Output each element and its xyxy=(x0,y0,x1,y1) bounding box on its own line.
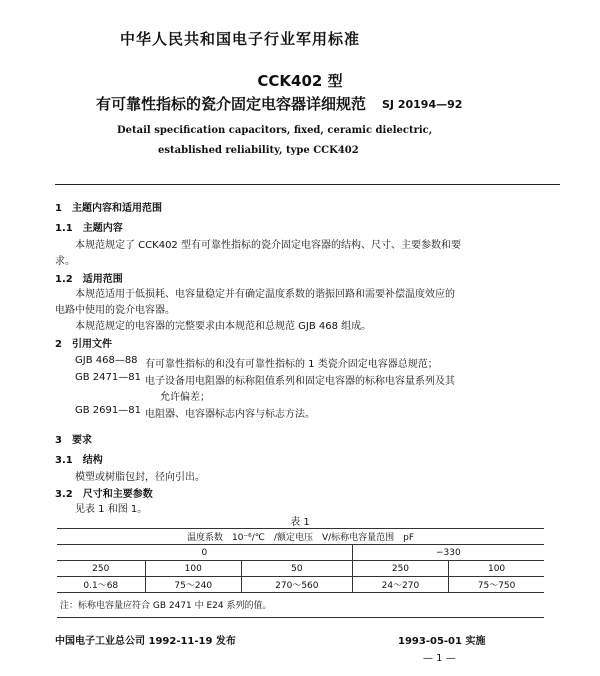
table-caption: 表 1 xyxy=(290,517,310,528)
section-1-heading: 1 主题内容和适用范围 xyxy=(55,203,162,214)
reference-title: 有可靠性指标的和没有可靠性指标的 1 类瓷介固定电容器总规范； xyxy=(145,359,438,370)
reference-title: 电子设备用电阻器的标称阻值系列和固定电容器的标称电容量系列及其 xyxy=(145,376,455,387)
title-main: 有可靠性指标的瓷介固定电容器详细规范 xyxy=(96,95,367,113)
reference-code: GB 2691—81 xyxy=(75,405,141,416)
paragraph: 本规范规定的电容器的完整要求由本规范和总规范 GJB 468 组成。 xyxy=(75,321,372,332)
table-cell: 75～240 xyxy=(145,577,241,593)
parameter-table xyxy=(57,528,544,593)
table-cell: 0 xyxy=(57,545,352,561)
reference-code: GB 2471—81 xyxy=(75,372,141,383)
section-1-2-heading: 1.2 适用范围 xyxy=(55,274,123,285)
reference-title: 电阻器、电容器标志内容与标志方法。 xyxy=(145,409,315,420)
table-header: 温度系数 10⁻⁶/℃ /额定电压 V/标称电容量范围 pF xyxy=(57,529,544,545)
table-cell: 100 xyxy=(145,561,241,577)
english-title-line2: established reliability, type CCK402 xyxy=(158,145,359,156)
table-cell: 270～560 xyxy=(241,577,352,593)
table-note: 注：标称电容量应符合 GB 2471 中 E24 系列的值。 xyxy=(60,601,272,611)
table-cell: 250 xyxy=(57,561,145,577)
table-cell: 75～750 xyxy=(449,577,544,593)
table-cell: −330 xyxy=(352,545,544,561)
paragraph: 本规范规定了 CCK402 型有可靠性指标的瓷介固定电容器的结构、尺寸、主要参数和要 xyxy=(75,240,461,251)
paragraph: 本规范适用于低损耗、电容量稳定并有确定温度系数的谐振回路和需要补偿温度效应的 xyxy=(75,289,455,300)
table-row xyxy=(57,545,544,561)
reference-code: GJB 468—88 xyxy=(75,355,138,366)
table-cell: 100 xyxy=(449,561,544,577)
paragraph: 模塑或树脂包封，径向引出。 xyxy=(75,472,205,483)
section-3-heading: 3 要求 xyxy=(55,435,92,446)
standard-code: SJ 20194—92 xyxy=(382,98,463,111)
section-2-heading: 2 引用文件 xyxy=(55,339,112,350)
section-1-1-heading: 1.1 主题内容 xyxy=(55,223,123,234)
reference-title: 允许偏差； xyxy=(160,392,210,403)
table-cell: 24～270 xyxy=(352,577,448,593)
section-3-1-heading: 3.1 结构 xyxy=(55,455,103,466)
title-model: CCK402 型 xyxy=(257,72,343,90)
title-divider xyxy=(55,184,560,185)
section-3-2-heading: 3.2 尺寸和主要参数 xyxy=(55,489,153,500)
table-header-row xyxy=(57,529,544,545)
table-cell: 50 xyxy=(241,561,352,577)
table-row xyxy=(57,561,544,577)
document-header: 中华人民共和国电子行业军用标准 xyxy=(120,30,361,48)
paragraph: 见表 1 和图 1。 xyxy=(75,504,148,515)
english-title-line1: Detail specification capacitors, fixed, ceramic dielectric, xyxy=(117,125,433,136)
table-row xyxy=(57,577,544,593)
page-number: — 1 — xyxy=(423,653,456,664)
table-cell: 0.1～68 xyxy=(57,577,145,593)
effective-date: 1993-05-01 实施 xyxy=(398,636,486,647)
table-cell: 250 xyxy=(352,561,448,577)
paragraph: 电路中使用的瓷介电容器。 xyxy=(55,305,175,316)
issue-date: 中国电子工业总公司 1992-11-19 发布 xyxy=(55,636,236,647)
paragraph: 求。 xyxy=(55,256,75,267)
